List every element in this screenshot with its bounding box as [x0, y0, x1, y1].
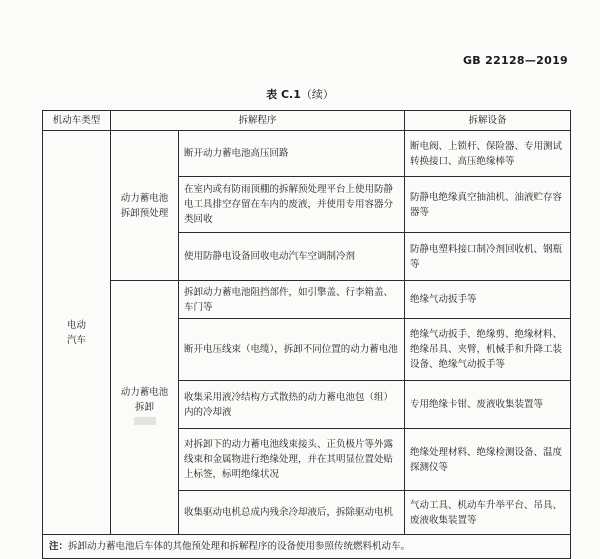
disassembly-table	[42, 110, 571, 559]
procedure-cell: 拆卸动力蓄电池阻挡部件，如引擎盖、行李箱盖、车门等	[179, 281, 405, 319]
group-name-removal	[111, 281, 179, 535]
scan-smudge	[134, 417, 156, 425]
procedure-cell: 在室内或有防雨顶棚的拆解预处理平台上使用防静电工具排空存留在车内的废液，并使用专用容器分类回收	[179, 177, 405, 233]
vehicle-type-line-1: 电动	[66, 319, 86, 331]
note-label: 注：	[49, 541, 69, 552]
equipment-cell: 绝缘气动扳手、绝缘剪、绝缘材料、绝缘吊具、夹臂，机械手和升降工装设备、绝缘气动扳手等	[405, 319, 571, 381]
procedure-cell: 断开电压线束（电缆），拆卸不同位置的动力蓄电池	[179, 319, 405, 381]
procedure-cell: 收集驱动电机总成内残余冷却液后，拆除驱动电机	[179, 491, 405, 535]
header-procedure: 拆解程序	[111, 111, 405, 131]
group-name-line-1: 动力蓄电池	[120, 387, 169, 398]
equipment-cell: 防静电绝缘真空抽油机、油液贮存容器等	[405, 177, 571, 233]
table-note-row	[43, 535, 571, 559]
equipment-cell: 防静电塑料接口制冷剂回收机、钢瓶等	[405, 233, 571, 281]
table-note	[43, 535, 571, 559]
header-equipment: 拆解设备	[405, 111, 571, 131]
equipment-cell: 断电阀、上锁杆、保险器、专用测试转换接口、高压绝缘棒等	[405, 131, 571, 177]
equipment-cell: 绝缘气动扳手等	[405, 281, 571, 319]
vehicle-type-cell	[43, 131, 111, 535]
vehicle-type-line-2: 汽车	[66, 334, 86, 346]
table-caption-suffix: （续）	[300, 88, 334, 101]
group-name-line-2: 拆卸预处理	[120, 207, 169, 219]
equipment-cell: 气动工具、机动车升举平台、吊具、废液收集装置等	[405, 491, 571, 535]
equipment-cell: 专用绝缘卡钳、废液收集装置等	[405, 381, 571, 429]
header-vehicle-type: 机动车类型	[43, 111, 111, 131]
group-name-line-2: 拆卸	[134, 402, 154, 413]
procedure-cell: 对拆卸下的动力蓄电池线束接头、正负极片等外露线束和金属物进行绝缘处理，并在其明显位置处贴上标签，标明绝缘状况	[179, 429, 405, 491]
procedure-cell: 收集采用液冷结构方式散热的动力蓄电池包（组）内的冷却液	[179, 381, 405, 429]
note-text: 拆卸动力蓄电池后车体的其他预处理和拆解程序的设备使用参照传统燃料机动车。	[68, 541, 411, 552]
group-name-preprocess	[111, 131, 179, 281]
group-name-line-1: 动力蓄电池	[120, 192, 169, 204]
table-row	[43, 131, 571, 177]
procedure-cell: 使用防静电设备回收电动汽车空调制冷剂	[179, 233, 405, 281]
procedure-cell: 断开动力蓄电池高压回路	[179, 131, 405, 177]
table-caption	[0, 86, 600, 102]
equipment-cell: 绝缘处理材料、绝缘检测设备、温度探测仪等	[405, 429, 571, 491]
table-row	[43, 281, 571, 319]
standard-code: GB 22128—2019	[462, 54, 568, 67]
table-caption-label: 表 C.1	[266, 88, 301, 101]
table-header-row	[43, 111, 571, 131]
